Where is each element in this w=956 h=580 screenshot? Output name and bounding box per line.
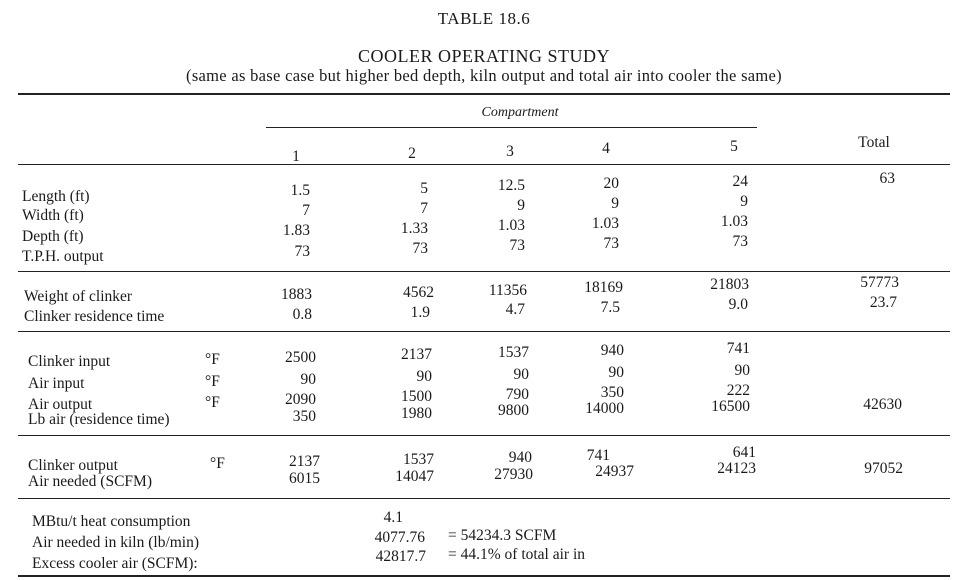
cell: 14047 bbox=[395, 468, 434, 485]
cell: 14000 bbox=[585, 400, 624, 417]
cell: 20 bbox=[603, 175, 619, 192]
summary-heat-label: MBtu/t heat consumption bbox=[32, 513, 191, 530]
col-header-4: 4 bbox=[602, 140, 610, 157]
compartment-rule bbox=[266, 127, 757, 128]
cell: 24 bbox=[732, 173, 748, 190]
cell: 90 bbox=[608, 364, 624, 381]
unit-f: °F bbox=[205, 373, 220, 390]
table-subtitle: (same as base case but higher bed depth, kiln output and total air into cooler the same) bbox=[186, 66, 782, 85]
cell: 2090 bbox=[285, 391, 316, 408]
cell: 9 bbox=[517, 197, 525, 214]
cell: 90 bbox=[734, 362, 750, 379]
cell: 24937 bbox=[595, 463, 634, 480]
cell-total: 63 bbox=[879, 170, 895, 187]
unit-f: °F bbox=[210, 455, 225, 472]
col-header-5: 5 bbox=[730, 138, 738, 155]
cell: 1537 bbox=[498, 344, 529, 361]
cell: 7.5 bbox=[600, 299, 620, 316]
group-rule bbox=[18, 271, 950, 272]
cell: 940 bbox=[600, 342, 624, 359]
unit-f: °F bbox=[205, 394, 220, 411]
row-label-clinker-input: Clinker input bbox=[28, 353, 111, 370]
group-rule bbox=[18, 331, 950, 332]
row-label-width: Width (ft) bbox=[22, 207, 84, 224]
col-header-total: Total bbox=[858, 134, 890, 151]
cell: 1537 bbox=[403, 451, 434, 468]
cell: 1.5 bbox=[290, 182, 310, 199]
cell: 11356 bbox=[488, 282, 527, 299]
cell: 73 bbox=[412, 240, 428, 257]
cell: 2500 bbox=[285, 349, 316, 366]
col-header-1: 1 bbox=[292, 148, 300, 165]
cell: 350 bbox=[292, 408, 316, 425]
cell: 641 bbox=[732, 444, 756, 461]
cell: 1883 bbox=[281, 286, 312, 303]
cell: 2137 bbox=[401, 346, 432, 363]
cell: 73 bbox=[732, 233, 748, 250]
cell: 73 bbox=[294, 243, 310, 260]
col-header-2: 2 bbox=[408, 145, 416, 162]
table-number: TABLE 18.6 bbox=[437, 9, 531, 28]
cell: 4.7 bbox=[505, 301, 525, 318]
cell: 27930 bbox=[494, 466, 533, 483]
cell: 12.5 bbox=[497, 177, 525, 194]
cell: 1.03 bbox=[591, 215, 619, 232]
row-label-weight: Weight of clinker bbox=[24, 288, 133, 305]
cell: 222 bbox=[726, 382, 750, 399]
row-label-tph: T.P.H. output bbox=[22, 248, 104, 265]
bottom-rule bbox=[18, 575, 950, 577]
header-rule bbox=[18, 164, 950, 165]
col-header-3: 3 bbox=[506, 143, 514, 160]
row-label-air-input: Air input bbox=[28, 375, 85, 392]
summary-excess-label: Excess cooler air (SCFM): bbox=[32, 555, 198, 572]
cell: 1500 bbox=[401, 388, 432, 405]
cell: 1.03 bbox=[497, 217, 525, 234]
cell: 73 bbox=[603, 235, 619, 252]
cell-total: 42630 bbox=[863, 396, 902, 413]
group-rule bbox=[18, 435, 950, 436]
cell-total: 57773 bbox=[860, 274, 899, 291]
cell: 90 bbox=[416, 368, 432, 385]
cell: 16500 bbox=[711, 398, 750, 415]
cell: 90 bbox=[300, 371, 316, 388]
cell: 1.03 bbox=[720, 213, 748, 230]
summary-kiln-air-note: = 54234.3 SCFM bbox=[448, 527, 557, 544]
cell: 24123 bbox=[717, 460, 756, 477]
cell: 1.33 bbox=[400, 220, 428, 237]
row-label-depth: Depth (ft) bbox=[22, 228, 84, 245]
cell: 21803 bbox=[710, 276, 749, 293]
cell: 790 bbox=[505, 386, 529, 403]
cell: 9.0 bbox=[728, 296, 748, 313]
cell: 7 bbox=[302, 202, 310, 219]
row-label-residence: Clinker residence time bbox=[24, 308, 165, 325]
top-rule bbox=[18, 93, 950, 95]
cell: 7 bbox=[420, 200, 428, 217]
cell: 9 bbox=[740, 193, 748, 210]
summary-kiln-air-label: Air needed in kiln (lb/min) bbox=[32, 534, 200, 551]
summary-kiln-air-value: 4077.76 bbox=[374, 529, 425, 546]
cell: 350 bbox=[600, 384, 624, 401]
cell: 741 bbox=[726, 340, 750, 357]
cell: 1980 bbox=[401, 405, 432, 422]
row-label-clinker-output: Clinker output bbox=[28, 457, 118, 474]
cell: 18169 bbox=[584, 279, 623, 296]
cell-total: 97052 bbox=[864, 460, 903, 477]
cell: 9 bbox=[611, 195, 619, 212]
cell: 2137 bbox=[289, 453, 320, 470]
row-label-air-needed: Air needed (SCFM) bbox=[28, 473, 152, 490]
unit-f: °F bbox=[205, 351, 220, 368]
cell: 6015 bbox=[289, 470, 320, 487]
cell: 1.9 bbox=[410, 304, 430, 321]
cell: 940 bbox=[508, 449, 532, 466]
cell-total: 23.7 bbox=[869, 294, 897, 311]
cell: 5 bbox=[420, 180, 428, 197]
row-label-lb-air: Lb air (residence time) bbox=[28, 411, 170, 428]
summary-excess-note: = 44.1% of total air in bbox=[448, 546, 586, 563]
group-rule bbox=[18, 498, 950, 499]
summary-heat-value: 4.1 bbox=[383, 509, 403, 526]
cell: 4562 bbox=[403, 284, 434, 301]
row-label-air-output: Air output bbox=[28, 396, 93, 413]
cell: 741 bbox=[586, 447, 610, 464]
cell: 90 bbox=[513, 366, 529, 383]
row-label-length: Length (ft) bbox=[22, 188, 90, 205]
cell: 0.8 bbox=[292, 306, 312, 323]
cell: 9800 bbox=[498, 402, 529, 419]
compartment-header: Compartment bbox=[481, 105, 559, 120]
summary-excess-value: 42817.7 bbox=[375, 548, 426, 565]
cell: 1.83 bbox=[282, 222, 310, 239]
table-title: COOLER OPERATING STUDY bbox=[357, 46, 611, 66]
cell: 73 bbox=[509, 237, 525, 254]
